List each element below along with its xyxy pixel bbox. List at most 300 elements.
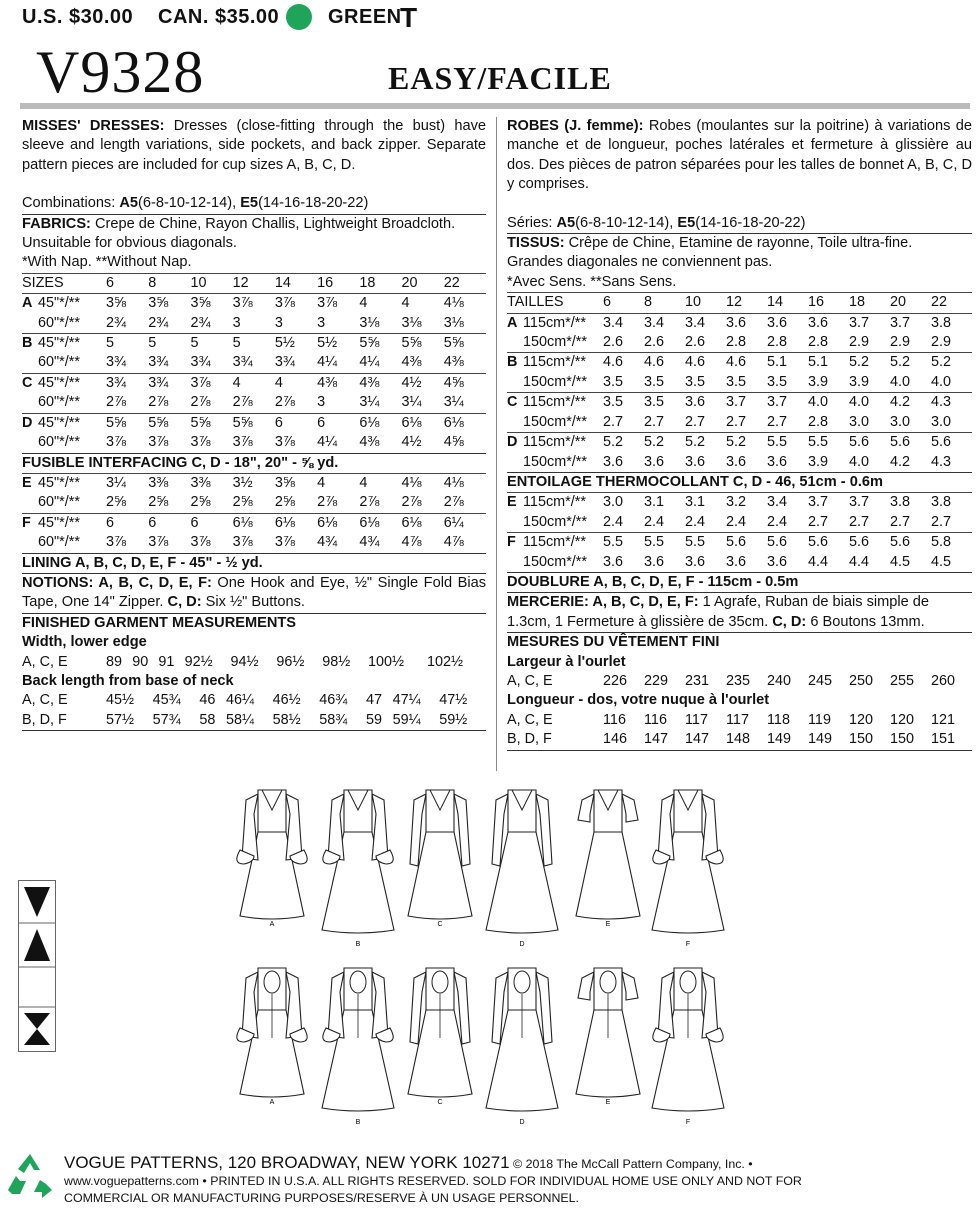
size-header: 20 [890,294,907,311]
table-cell: 2.7 [808,513,829,530]
table-cell: 5⅝ [148,414,169,431]
table-cell: 4.6 [644,354,665,371]
table-cell: 2.7 [767,413,788,430]
table-cell: 4.3 [931,394,952,411]
table-cell: 89 [106,653,123,670]
table-cell: 2.6 [644,334,665,351]
table-cell: 6 [274,414,283,431]
view-label: D [519,1119,525,1126]
table-cell: 3⅛ [401,314,422,331]
table-cell: 5 [106,335,115,352]
view-letter [507,553,523,572]
view-letter: E [507,494,517,511]
table-cell: 3.0 [603,494,624,511]
table-cell: 3⅞ [232,434,253,451]
table-cell: 3.7 [849,314,870,331]
table-cell: 6⅛ [232,514,253,531]
recycle-icon [4,1152,56,1205]
table-cell: 3.5 [726,373,747,390]
view-label: C [437,1099,443,1106]
table-cell: 3⅞ [317,295,338,312]
table-cell: 5.2 [685,434,706,451]
table-cell: 4¾ [359,534,380,551]
size-header: 8 [644,294,653,311]
view-letter [507,333,523,353]
table-cell: 4.4 [849,553,870,570]
view-group: A, C, E [22,692,68,709]
table-cell: 46½ [272,692,301,709]
table-cell: 5.6 [931,434,952,451]
table-cell: 4 [274,374,283,391]
size-header: 14 [274,274,291,291]
table-cell: 3.6 [685,553,706,570]
table-cell: 5.5 [685,534,706,551]
view-letter: A [22,295,33,312]
table-cell: 2⅞ [274,394,295,411]
en-yardage-table-2 [22,473,486,553]
table-cell: 2¾ [190,314,211,331]
table-cell: 3⅞ [190,434,211,451]
table-cell: 2.6 [603,334,624,351]
arrow-down-icon [24,887,50,917]
table-cell: 226 [603,672,628,689]
table-cell: 5.5 [644,534,665,551]
fabric-width: 115cm*/** [523,494,586,511]
table-cell: 5.1 [808,354,829,371]
table-cell: 2.4 [603,513,624,530]
table-cell: 3¾ [232,354,253,371]
view-label: F [685,1119,691,1126]
table-cell: 57¾ [152,711,181,728]
en-back-table [22,691,486,730]
table-cell: 91 [158,653,175,670]
fabric-width: 60"*/** [38,394,80,411]
fabric-width: 150cm*/** [523,513,587,530]
table-row [507,730,972,749]
table-cell: 3⅞ [274,295,295,312]
table-cell: 2.4 [767,513,788,530]
table-cell: 3½ [232,474,253,491]
table-cell: 98½ [322,653,351,670]
table-cell: 5⅝ [359,335,380,352]
pattern-number: V9328 [36,39,205,105]
table-cell: 3.7 [726,394,747,411]
table-row [507,493,972,513]
table-cell: 3.5 [603,394,624,411]
table-cell: 2.8 [808,334,829,351]
table-cell: 3¾ [148,354,169,371]
table-cell: 3.5 [603,373,624,390]
table-cell: 3 [232,314,241,331]
table-cell: 5½ [274,335,295,352]
table-cell: 3.4 [644,314,665,331]
table-cell: 4.0 [808,394,829,411]
table-cell: 4 [359,474,368,491]
table-cell: 2⅞ [359,494,380,511]
view-letter: D [22,414,33,431]
table-cell: 3⅞ [232,534,253,551]
table-cell: 4.5 [931,553,952,570]
dress-view-f-front [652,790,724,948]
table-cell: 3.9 [808,373,829,390]
table-cell: 3.6 [685,453,706,470]
table-cell: 5.6 [890,534,911,551]
size-header: 16 [808,294,825,311]
table-cell: 2⅞ [232,394,253,411]
table-cell: 58½ [272,711,301,728]
size-header: 12 [232,274,249,291]
hourglass-icon [24,1013,50,1045]
table-cell: 59½ [439,711,468,728]
table-cell: 3.4 [603,314,624,331]
view-letter [507,413,523,433]
view-letter: A [507,314,518,331]
table-cell: 92½ [184,653,213,670]
table-cell: 5.2 [603,434,624,451]
table-cell: 229 [644,672,669,689]
view-label: B [355,1119,361,1126]
table-cell: 3.5 [644,394,665,411]
view-label: C [437,921,443,928]
table-cell: 120 [849,711,874,728]
arrow-up-icon [24,929,50,961]
table-cell: 2.7 [644,413,665,430]
fabric-width: 115cm*/** [523,354,586,371]
fabric-width: 45"*/** [38,514,80,531]
table-cell: 5⅝ [232,414,253,431]
table-row [22,653,486,672]
view-letter [22,393,38,413]
en-description: MISSES' DRESSES: Dresses (close-fitting through the bust) have sleeve and length variations, side pockets, and back zipper. Separate pattern pieces are included for cup sizes A, B, C, D. [22,118,486,173]
fabric-width: 115cm*/** [523,394,586,411]
table-row [22,433,486,452]
table-cell: 6¼ [443,514,464,531]
en-combinations: Combinations: A5(6-8-10-12-14), E5(14-16-18-20-22) [22,195,369,212]
dress-view-e-back [576,968,640,1106]
table-cell: 5.6 [849,434,870,451]
size-header: 6 [603,294,612,311]
table-row [507,672,972,691]
table-cell: 2⅝ [232,494,253,511]
table-cell: 6 [190,514,199,531]
table-cell: 3⅞ [106,534,127,551]
fabric-width: 115cm*/** [523,534,586,551]
table-cell: 6⅛ [274,514,295,531]
table-cell: 4.6 [685,354,706,371]
fabric-width: 150cm*/** [523,553,587,570]
table-cell: 2⅝ [106,494,127,511]
table-cell: 3 [317,394,326,411]
table-cell: 90 [132,653,149,670]
en-notions: NOTIONS: A, B, C, D, E, F: One Hook and Eye, ½" Single Fold Bias Tape, One 14" Zipper. C, D: Six ½" Buttons. [22,573,486,613]
table-row [22,353,486,373]
table-cell: 4.3 [931,453,952,470]
view-letter: B [507,354,518,371]
table-cell: 4.4 [808,553,829,570]
table-cell: 3 [317,314,326,331]
table-cell: 4⅛ [443,295,464,312]
view-letter [507,373,523,393]
en-unsuitable: Unsuitable for obvious diagonals. [22,235,237,252]
table-cell: 6⅛ [401,414,422,431]
view-letter [22,353,38,373]
table-cell: 260 [931,672,956,689]
table-cell: 5⅝ [106,414,127,431]
table-cell: 4⅜ [317,374,338,391]
view-letter: B [22,335,33,352]
table-cell: 3⅞ [274,534,295,551]
table-row [22,373,486,393]
table-cell: 3.8 [890,494,911,511]
table-cell: 6⅛ [359,414,380,431]
table-cell: 116 [644,711,667,728]
size-header: 16 [317,274,334,291]
table-cell: 3.6 [603,553,624,570]
table-cell: 4⅝ [443,374,464,391]
table-cell: 2.7 [603,413,624,430]
table-cell: 3⅜ [190,474,211,491]
table-cell: 5⅝ [190,414,211,431]
table-cell: 3.6 [644,453,665,470]
table-row [507,413,972,433]
table-row [22,473,486,493]
fr-yardage-table [507,292,972,472]
table-cell: 2¾ [106,314,127,331]
table-cell: 2.7 [849,513,870,530]
table-cell: 59¼ [392,711,421,728]
table-row [22,533,486,552]
table-row [507,553,972,572]
table-row [507,333,972,353]
table-cell: 3.6 [644,553,665,570]
table-cell: 4⅜ [359,434,380,451]
table-cell: 4¾ [317,534,338,551]
table-cell: 2.8 [808,413,829,430]
table-cell: 3.9 [808,453,829,470]
table-cell: 2.8 [726,334,747,351]
table-cell: 3.6 [808,314,829,331]
view-letter [22,314,38,334]
table-cell: 3.7 [849,494,870,511]
table-cell: 150 [890,731,915,748]
table-cell: 3.6 [726,553,747,570]
color-word: GREEN [328,6,402,28]
table-cell: 121 [931,711,956,728]
fr-combinations: Séries: A5(6-8-10-12-14), E5(14-16-18-20-22) [507,214,806,231]
table-cell: 5.6 [726,534,747,551]
size-header: 20 [401,274,418,291]
view-label: D [519,941,525,948]
en-width-table [22,653,486,672]
view-group: A, C, E [507,711,553,728]
table-cell: 4¼ [359,354,380,371]
table-row [22,413,486,433]
table-cell: 3¼ [359,394,380,411]
footer-line-2: www.voguepatterns.com • PRINTED IN U.S.A. ALL RIGHTS RESERVED. SOLD FOR INDIVIDUAL HOME USE ONLY AND NOT FOR [64,1174,802,1188]
table-cell: 47¼ [392,692,421,709]
table-cell: 5.6 [890,434,911,451]
table-cell: 6⅛ [317,514,338,531]
table-cell: 3¾ [274,354,295,371]
size-header: 22 [931,294,948,311]
table-cell: 2⅝ [190,494,211,511]
size-header: 22 [443,274,460,291]
table-cell: 3⅛ [359,314,380,331]
view-letter [507,513,523,533]
dress-view-c-front [408,790,472,928]
table-cell: 2⅞ [148,394,169,411]
table-cell: 3.7 [890,314,911,331]
table-cell: 231 [685,672,710,689]
table-cell: 5⅝ [443,335,464,352]
en-yardage-table [22,273,486,453]
table-cell: 46¾ [319,692,348,709]
view-label: E [605,921,611,928]
price-can: CAN. $35.00 [158,6,280,28]
en-lining: LINING A, B, C, D, E, F - 45" - ½ yd. [22,553,486,573]
table-cell: 4⅛ [401,474,422,491]
sizes-header-row [507,293,972,313]
table-cell: 2⅝ [148,494,169,511]
view-label: E [605,1099,611,1106]
size-header: 8 [148,274,157,291]
table-row [507,353,972,373]
table-cell: 3.4 [767,494,788,511]
table-cell: 250 [849,672,874,689]
table-cell: 149 [808,731,833,748]
table-cell: 4.5 [890,553,911,570]
fr-back-label: Longueur - dos, votre nuque à l'ourlet [507,692,770,709]
table-cell: 5 [148,335,157,352]
table-cell: 2¾ [148,314,169,331]
table-cell: 3.0 [931,413,952,430]
table-cell: 3.0 [849,413,870,430]
table-cell: 6 [148,514,157,531]
table-cell: 147 [644,731,669,748]
table-cell: 4⅜ [401,354,422,371]
table-cell: 3⅞ [274,434,295,451]
size-header: 14 [767,294,784,311]
table-cell: 240 [767,672,792,689]
dress-view-d-front [486,790,558,948]
table-cell: 3¾ [190,354,211,371]
table-cell: 4¼ [317,434,338,451]
fabric-width: 150cm*/** [523,334,587,351]
dress-view-d-back [486,968,558,1126]
column-divider [496,117,497,771]
table-cell: 4 [359,295,368,312]
table-cell: 5.5 [767,434,788,451]
view-letter [22,493,38,513]
table-cell: 5.5 [808,434,829,451]
size-header: 10 [685,294,702,311]
table-cell: 45¾ [152,692,181,709]
table-cell: 57½ [106,711,135,728]
fabric-width: 60"*/** [38,434,80,451]
table-cell: 96½ [276,653,305,670]
view-letter: C [22,374,33,391]
table-cell: 4⅝ [443,434,464,451]
fabric-width: 60"*/** [38,314,80,331]
table-cell: 3¾ [148,374,169,391]
table-cell: 4.2 [890,453,911,470]
table-cell: 6 [106,514,115,531]
table-cell: 2⅞ [106,394,127,411]
table-cell: 102½ [427,653,464,670]
table-row [22,711,486,730]
table-cell: 3.1 [644,494,665,511]
table-cell: 3.6 [767,453,788,470]
table-cell: 3¼ [401,394,422,411]
view-letter [507,453,523,472]
table-cell: 3.6 [726,453,747,470]
view-letter [22,533,38,552]
table-cell: 3.6 [685,394,706,411]
fabric-width: 115cm*/** [523,434,586,451]
footer-company: VOGUE PATTERNS, 120 BROADWAY, NEW YORK 10271 [64,1153,510,1172]
table-cell: 2.9 [931,334,952,351]
table-cell: 6⅛ [401,514,422,531]
dress-view-f-back [652,968,724,1126]
fabric-width: 150cm*/** [523,413,587,430]
view-letter: E [22,474,32,491]
difficulty-label: EASY/FACILE [388,60,612,96]
table-cell: 4 [317,474,326,491]
footer [64,1154,974,1207]
table-row [22,691,486,710]
table-cell: 149 [767,731,792,748]
fabric-width: 150cm*/** [523,373,587,390]
fr-notions: MERCERIE: A, B, C, D, E, F: 1 Agrafe, Ruban de biais simple de 1.3cm, 1 Fermeture à glissière de 35cm. C, D: 6 Boutons 13mm. [507,592,972,632]
header-divider [20,103,970,109]
table-cell: 116 [603,711,626,728]
table-cell: 6⅛ [443,414,464,431]
fr-back-table [507,711,972,750]
table-cell: 5.2 [849,354,870,371]
table-cell: 4⅛ [443,474,464,491]
sizes-header-row [22,273,486,293]
table-cell: 3⅞ [106,434,127,451]
dress-illustrations [220,780,760,1140]
table-cell: 3¼ [443,394,464,411]
table-cell: 3⅞ [148,434,169,451]
table-cell: 4.0 [890,373,911,390]
fabric-width: 115cm*/** [523,314,586,331]
table-cell: 5⅝ [401,335,422,352]
view-label: A [269,921,275,928]
table-row [507,433,972,453]
table-cell: 4.6 [603,354,624,371]
table-cell: 3⅜ [148,474,169,491]
table-row [22,493,486,513]
table-cell: 2.8 [767,334,788,351]
table-cell: 5 [232,335,241,352]
sizes-label: SIZES [22,274,64,291]
fabric-width: 60"*/** [38,494,80,511]
fr-nap-legend: *Avec Sens. **Sans Sens. [507,273,677,290]
table-cell: 4.0 [849,453,870,470]
footer-line-3: COMMERCIAL OR MANUFACTURING PURPOSES/RESERVE À UN USAGE PERSONNEL. [64,1191,579,1205]
table-cell: 47½ [439,692,468,709]
table-cell: 120 [890,711,915,728]
table-cell: 5.2 [726,434,747,451]
table-cell: 3⅞ [232,295,253,312]
table-cell: 4⅞ [443,534,464,551]
table-cell: 4.2 [890,394,911,411]
footer-copyright: © 2018 The McCall Pattern Company, Inc. • [509,1157,753,1171]
dress-view-c-back [408,968,472,1106]
table-cell: 3.1 [685,494,706,511]
